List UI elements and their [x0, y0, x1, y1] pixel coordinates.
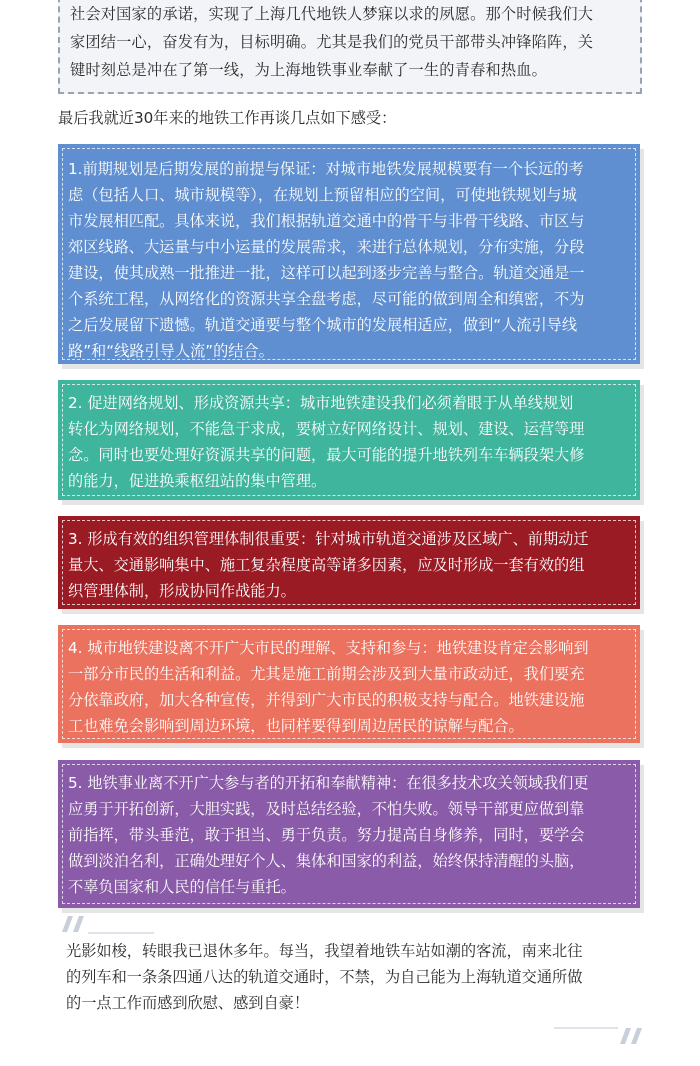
- card-line: 前指挥，带头垂范，敢于担当、勇于负责。努力提高自身修养，同时，要学会: [68, 826, 585, 844]
- close-quote-icon: [552, 1022, 644, 1048]
- card-line: 做到淡泊名利，正确处理好个人、集体和国家的利益，始终保持清醒的头脑，: [68, 852, 585, 870]
- card-line: 郊区线路、大运量与中小运量的发展需求，来进行总体规划，分布实施，分段: [68, 238, 585, 256]
- point-card-2: [58, 380, 640, 500]
- closing-line: 的列车和一条条四通八达的轨道交通时，不禁，为自己能为上海轨道交通所做: [66, 968, 583, 986]
- card-line: 织管理体制，形成协同作战能力。: [68, 582, 296, 600]
- point-card-4: [58, 625, 640, 743]
- intro-text: 最后我就近30年来的地铁工作再谈几点如下感受：: [58, 109, 397, 127]
- card-line: 5. 地铁事业离不开广大参与者的开拓和奉献精神：在很多技术攻关领域我们更: [68, 774, 589, 792]
- text-line: 社会对国家的承诺，实现了上海几代地铁人梦寐以求的夙愿。那个时候我们大: [70, 5, 594, 23]
- card-line: 不辜负国家和人民的信任与重托。: [68, 878, 296, 896]
- card-line: 应勇于开拓创新，大胆实践，及时总结经验，不怕失败。领导干部更应做到靠: [68, 800, 585, 818]
- card-line: 虑（包括人口、城市规模等），在规划上预留相应的空间，可使地铁规划与城: [68, 186, 577, 204]
- card-line: 市发展相匹配。具体来说，我们根据轨道交通中的骨干与非骨干线路、市区与: [68, 212, 585, 230]
- card-line: 4. 城市地铁建设离不开广大市民的理解、支持和参与：地铁建设肯定会影响到: [68, 639, 589, 657]
- point-card-5: [58, 760, 640, 908]
- card-line: 量大、交通影响集中、施工复杂程度高等诸多因素，应及时形成一套有效的组: [68, 556, 585, 574]
- card-line: 2. 促进网络规划、形成资源共享：城市地铁建设我们必须着眼于从单线规划: [68, 394, 574, 412]
- card-line: 工也难免会影响到周边环境，也同样要得到周边居民的谅解与配合。: [68, 717, 524, 735]
- card-line: 的能力，促进换乘枢纽站的集中管理。: [68, 472, 327, 490]
- point-card-1: [58, 144, 640, 364]
- card-line: 一部分市民的生活和利益。尤其是施工前期会涉及到大量市政动迁，我们要充: [68, 665, 585, 683]
- point-card-3: [58, 516, 640, 609]
- open-quote-icon: [58, 912, 158, 936]
- card-line: 路”和“线路引导人流”的结合。: [68, 342, 274, 360]
- closing-line: 光影如梭，转眼我已退休多年。每当，我望着地铁车站如潮的客流，南来北往: [66, 942, 583, 960]
- card-line: 1.前期规划是后期发展的前提与保证：对城市地铁发展规模要有一个长远的考: [68, 160, 584, 178]
- previous-paragraph-box: [58, 0, 642, 94]
- text-line: 键时刻总是冲在了第一线，为上海地铁事业奉献了一生的青春和热血。: [70, 61, 548, 79]
- card-line: 分依靠政府，加大各种宣传，并得到广大市民的积极支持与配合。地铁建设施: [68, 691, 585, 709]
- closing-paragraph: [66, 938, 646, 1016]
- closing-line: 的一点工作而感到欣慰、感到自豪！: [66, 994, 309, 1012]
- card-line: 转化为网络规划，不能急于求成，要树立好网络设计、规划、建设、运营等理: [68, 420, 585, 438]
- card-line: 之后发展留下遗憾。轨道交通要与整个城市的发展相适应，做到“人流引导线: [68, 316, 578, 334]
- card-line: 3. 形成有效的组织管理体制很重要：针对城市轨道交通涉及区域广、前期动迁: [68, 530, 589, 548]
- card-line: 念。同时也要处理好资源共享的问题，最大可能的提升地铁列车车辆段架大修: [68, 446, 585, 464]
- card-line: 个系统工程，从网络化的资源共享全盘考虑，尽可能的做到周全和缜密，不为: [68, 290, 585, 308]
- card-line: 建设，使其成熟一批推进一批，这样可以起到逐步完善与整合。轨道交通是一: [68, 264, 585, 282]
- text-line: 家团结一心，奋发有为，目标明确。尤其是我们的党员干部带头冲锋陷阵，关: [70, 33, 594, 51]
